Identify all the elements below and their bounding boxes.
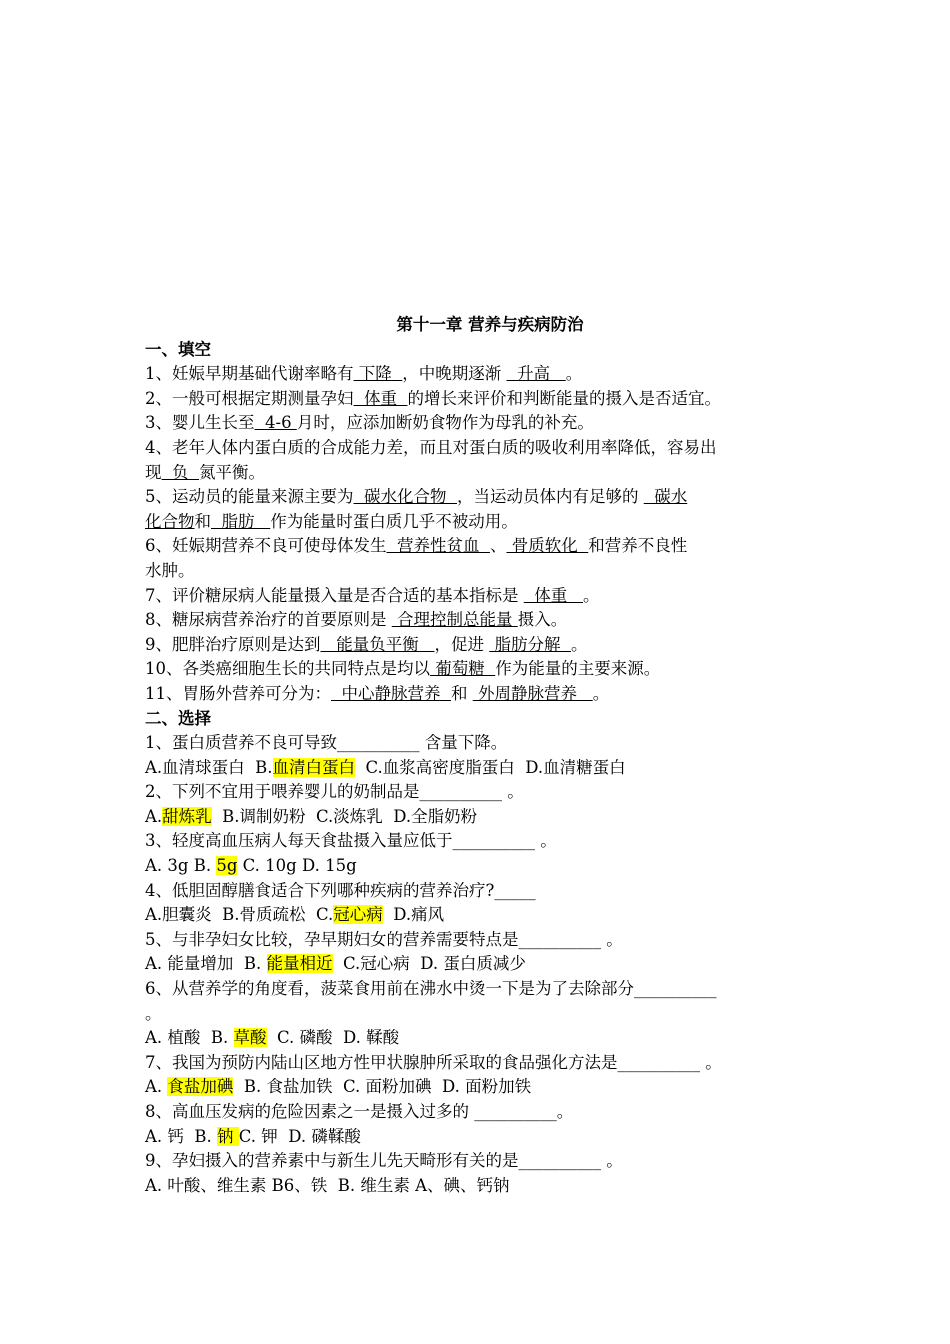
choice-options-4: A.胆囊炎 B.骨质疏松 C.冠心病 D.痛风 [145,905,445,925]
highlighted-answer: 食盐加碘 [167,1077,234,1097]
answer-blank: 中心静脉营养 [331,683,451,703]
highlighted-answer: 能量相近 [266,954,333,974]
highlighted-answer: 血清白蛋白 [272,757,356,777]
fill-question-7: 7、评价糖尿病人能量摄入量是否合适的基本指标是 体重 。 [145,585,600,605]
section-choice-heading: 二、选择 [145,708,211,728]
choice-question-7: 7、我国为预防内陆山区地方性甲状腺肿所采取的食品强化方法是__________ 。 [145,1052,722,1072]
highlighted-answer: 5g [216,856,238,876]
choice-question-6: 6、从营养学的角度看，菠菜食用前在沸水中烫一下是为了去除部分__________ [145,979,717,999]
answer-blank: 4-6 [254,413,297,433]
choice-question-2: 2、下列不宜用于喂养婴儿的奶制品是__________ 。 [145,782,524,802]
answer-blank: 合理控制总能量 [391,610,518,630]
answer-blank: 碳水化合物 [353,487,457,507]
highlighted-answer: 甜炼乳 [162,806,212,826]
answer-blank: 脂肪分解 [489,634,571,654]
answer-blank: 营养性贫血 [386,536,490,556]
fill-question-6: 6、妊娠期营养不良可使母体发生 营养性贫血 、 骨质软化 和营养不良性 [145,536,688,556]
answer-blank: 体重 [353,388,408,408]
answer-blank: 负 [161,462,199,482]
choice-question-6-cont: 。 [145,1003,162,1023]
highlighted-answer: 冠心病 [333,905,383,925]
choice-question-4: 4、低胆固醇膳食适合下列哪种疾病的营养治疗?_____ [145,880,536,900]
answer-blank: 能量负平衡 [320,634,435,654]
fill-question-5-cont: 化合物和 脂肪 作为能量时蛋白质几乎不被动用。 [145,511,518,531]
highlighted-answer: 钠 [217,1126,239,1146]
fill-question-5: 5、运动员的能量来源主要为 碳水化合物 ，当运动员体内有足够的 碳水 [145,487,688,507]
choice-question-5: 5、与非孕妇女比较，孕早期妇女的营养需要特点是__________ 。 [145,929,623,949]
answer-blank: 升高 [506,364,566,384]
fill-question-2: 2、一般可根据定期测量孕妇 体重 的增长来评价和判断能量的摄入是否适宜。 [145,388,721,408]
choice-options-6: A. 植酸 B. 草酸 C. 磷酸 D. 鞣酸 [145,1028,400,1048]
fill-question-6-cont: 水肿。 [145,560,195,580]
chapter-title: 第十一章 营养与疾病防治 [396,315,584,334]
fill-question-9: 9、肥胖治疗原则是达到 能量负平衡 ，促进 脂肪分解 。 [145,634,588,654]
choice-options-7: A. 食盐加碘 B. 食盐加铁 C. 面粉加碘 D. 面粉加铁 [145,1077,532,1097]
choice-question-3: 3、轻度高血压病人每天食盐摄入量应低于__________ 。 [145,831,557,851]
answer-blank: 化合物 [145,511,195,531]
fill-question-4: 4、老年人体内蛋白质的合成能力差，而且对蛋白质的吸收利用率降低，容易出 [145,437,717,457]
choice-options-2: A.甜炼乳 B.调制奶粉 C.淡炼乳 D.全脂奶粉 [145,806,478,826]
fill-question-10: 10、各类癌细胞生长的共同特点是均以 葡萄糖 作为能量的主要来源。 [145,659,661,679]
fill-question-1: 1、妊娠早期基础代谢率略有 下降 ，中晚期逐渐 升高 。 [145,364,583,384]
choice-question-8: 8、高血压发病的危险因素之一是摄入过多的 __________。 [145,1102,574,1121]
choice-options-9: A. 叶酸、维生素 B6、铁 B. 维生素 A、碘、钙钠 [145,1175,510,1195]
answer-blank: 体重 [523,585,583,605]
fill-question-8: 8、糖尿病营养治疗的首要原则是 合理控制总能量 摄入。 [145,610,568,630]
fill-question-4-cont: 现 负 氮平衡。 [145,462,265,482]
fill-question-11: 11、胃肠外营养可分为： 中心静脉营养 和 外周静脉营养 。 [145,683,610,703]
choice-question-1: 1、蛋白质营养不良可导致__________ 含量下降。 [145,733,508,753]
document-page [145,313,815,1198]
choice-options-1: A.血清球蛋白 B.血清白蛋白 C.血浆高密度脂蛋白 D.血清糖蛋白 [145,757,626,777]
section-fill-heading: 一、填空 [145,339,211,359]
answer-blank: 脂肪 [211,511,271,531]
answer-blank: 外周静脉营养 [472,683,593,703]
answer-blank: 葡萄糖 [430,659,496,679]
answer-blank: 骨质软化 [506,536,589,556]
fill-question-3: 3、婴儿生长至 4-6 月时，应添加断奶食物作为母乳的补充。 [145,413,594,433]
highlighted-answer: 草酸 [233,1028,267,1048]
answer-blank: 碳水 [643,487,688,507]
answer-blank: 下降 [353,364,403,384]
choice-question-9: 9、孕妇摄入的营养素中与新生儿先天畸形有关的是__________ 。 [145,1151,623,1171]
choice-options-3: A. 3g B. 5g C. 10g D. 15g [145,856,357,876]
choice-options-8: A. 钙 B. 钠 C. 钾 D. 磷鞣酸 [145,1126,361,1146]
choice-options-5: A. 能量增加 B. 能量相近 C.冠心病 D. 蛋白质减少 [145,954,526,974]
